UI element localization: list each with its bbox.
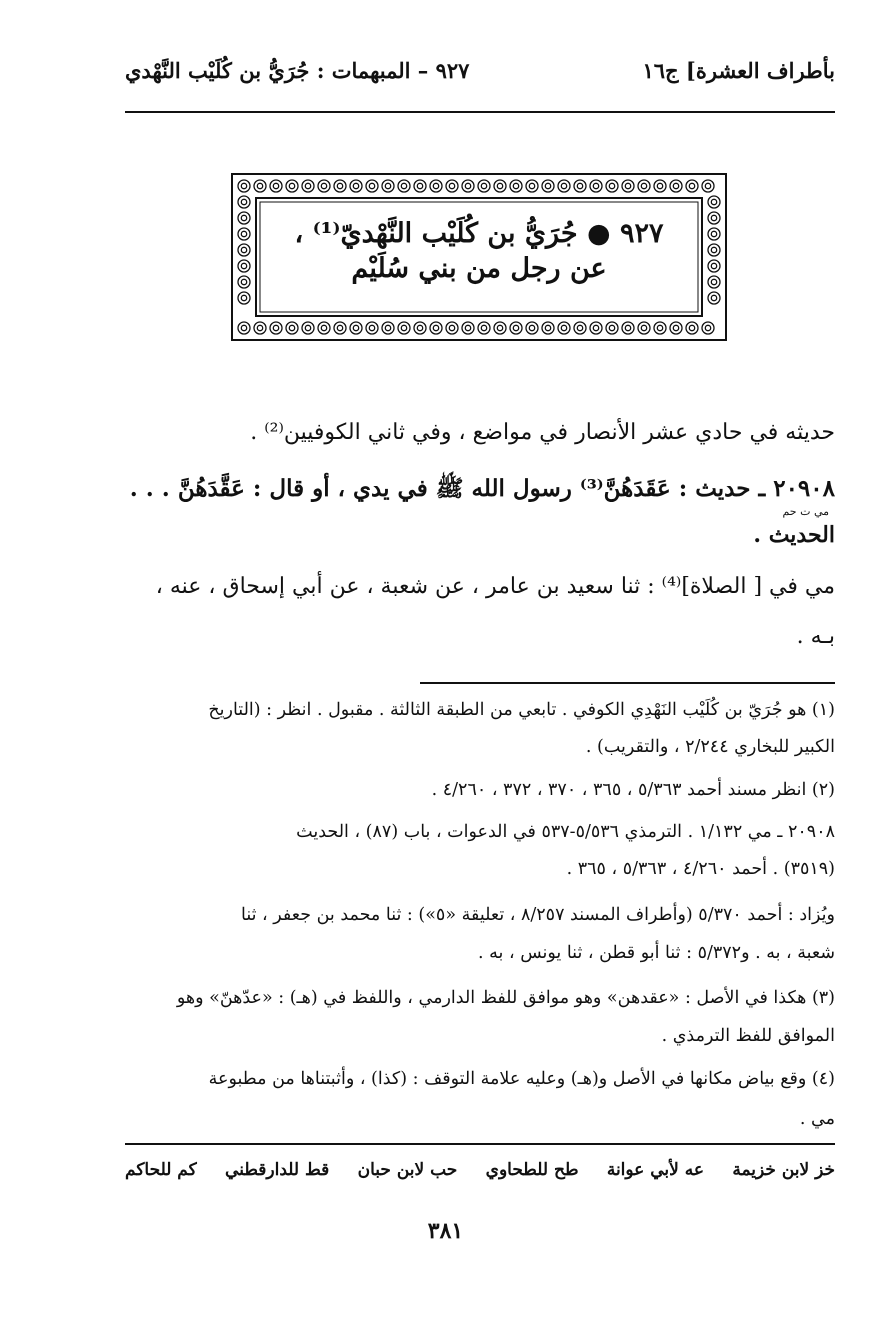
footnote-line: شعبة ، به . و٥/٣٧٢ : ثنا أبو قطن ، ثنا يونس ، به . [478, 943, 835, 963]
footnote-line: مي . [799, 1109, 835, 1129]
footnote-line: (٤) وقع بياض مكانها في الأصل و(هـ) وعليه علامة التوقف : (كذا) ، وأثبتناها من مطبوعة [208, 1069, 835, 1089]
footnote-line: (٢) انظر مسند أحمد ٥/٣٦٣ ، ٣٦٥ ، ٣٧٠ ، ٣٧٢ ، ٤/٢٦٠ . [431, 780, 835, 800]
isnad-line2: بـه . [796, 624, 835, 649]
chapter-title-line2: عن رجل من بني سُلَيْم [351, 253, 607, 284]
page-number: ٣٨١ [427, 1218, 464, 1244]
header-divider [125, 111, 835, 113]
abbreviation-item: كم للحاكم [125, 1160, 197, 1180]
footnote-line: ويُزاد : أحمد ٥/٣٧٠ (وأطراف المسند ٨/٢٥٧ ، تعليقة «٥») : ثنا محمد بن جعفر ، ثنا [240, 905, 835, 925]
abbreviation-item: عه لأبي عوانة [606, 1160, 705, 1180]
abbreviations-divider [125, 1143, 835, 1145]
footnote-line: الموافق للفظ الترمذي . [661, 1026, 835, 1046]
hadith-text: ٢٠٩٠٨ ـ حديث : عَقَدَهُنَّ⁽³⁾ رسول الله ﷺ في يدي ، أو قال : عَقَّدَهُنَّ . . . [129, 475, 835, 502]
running-head-volume: بأطراف العشرة] ج١٦ [642, 58, 835, 83]
running-head [125, 52, 835, 92]
footnote-line: (٣) هكذا في الأصل : «عقدهن» وهو موافق للفظ الدارمي ، واللفظ في (هـ) : «عدّهنّ» وهو [176, 988, 835, 1008]
abbreviation-item: قط للدارقطني [225, 1160, 330, 1180]
footnote-divider [420, 682, 835, 684]
source-sigla: مي ت حم [782, 505, 829, 518]
chapter-intro: حديثه في حادي عشر الأنصار في مواضع ، وفي ثاني الكوفيين⁽²⁾ . [250, 420, 835, 445]
isnad-line1: مي في [ الصلاة]⁽⁴⁾ : ثنا سعيد بن عامر ، عن شعبة ، عن أبي إسحاق ، عنه ، [155, 574, 835, 599]
chapter-title-box [230, 172, 728, 342]
footnote-line: ٢٠٩٠٨ ـ مي ١/١٣٢ . الترمذي ٥/٥٣٦-٥٣٧ في الدعوات ، باب (٨٧) ، الحديث [296, 822, 835, 842]
hadith-text-end: الحديث . [753, 522, 835, 548]
abbreviation-item: طح للطحاوي [485, 1160, 579, 1180]
footnote-line: (١) هو جُرَيّ بن كُلَيْب النَهْدِي الكوفي . تابعي من الطبقة الثالثة . مقبول . انظر : (التاريخ [208, 700, 835, 720]
running-head-section: ٩٢٧ – المبهمات : جُرَيُّ بن كُلَيْب النَّهْدي [125, 58, 470, 83]
chapter-title [262, 204, 696, 310]
abbreviations-key [125, 1160, 835, 1180]
footnote-line: (٣٥١٩) . أحمد ٤/٢٦٠ ، ٥/٣٦٣ ، ٣٦٥ . [566, 859, 835, 879]
chapter-title-line1: ٩٢٧ ● جُرَيُّ بن كُلَيْب النَّهْديّ⁽¹⁾ ، [294, 218, 664, 249]
abbreviation-item: حب لابن حبان [357, 1160, 458, 1180]
abbreviation-item: خز لابن خزيمة [732, 1160, 835, 1180]
footnote-line: الكبير للبخاري ٢/٢٤٤ ، والتقريب) . [585, 737, 835, 757]
